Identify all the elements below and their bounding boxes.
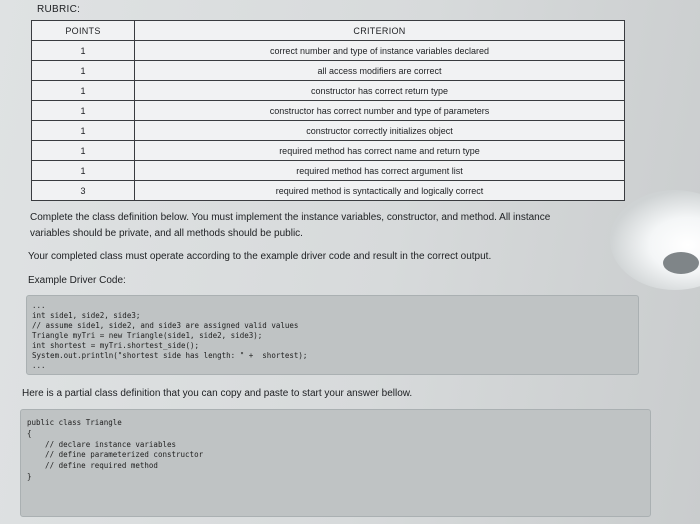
code-line: Triangle myTri = new Triangle(side1, side2, side3); xyxy=(32,331,263,340)
points-cell: 1 xyxy=(32,121,135,141)
table-row xyxy=(32,121,625,141)
criterion-cell: correct number and type of instance variables declared xyxy=(135,41,625,61)
points-header: POINTS xyxy=(32,21,135,41)
code-line: // define parameterized constructor xyxy=(27,450,204,460)
rubric-table xyxy=(31,20,625,201)
table-row xyxy=(32,181,625,201)
criterion-cell: constructor has correct number and type of parameters xyxy=(135,101,625,121)
code-line: // declare instance variables xyxy=(27,439,177,449)
points-cell: 3 xyxy=(32,181,135,201)
partial-code-block[interactable] xyxy=(20,409,651,517)
criterion-cell: required method has correct name and return type xyxy=(135,141,625,161)
table-row xyxy=(32,161,625,181)
instructions-paragraph xyxy=(30,210,630,242)
code-line: int side1, side2, side3; xyxy=(32,311,141,320)
instructions-line: variables should be private, and all methods should be public. xyxy=(30,228,303,239)
code-line: { xyxy=(27,428,32,438)
code-line: // assume side1, side2, and side3 are assigned valid values xyxy=(32,321,299,330)
code-line: public class Triangle xyxy=(27,418,122,427)
criterion-cell: constructor has correct return type xyxy=(135,81,625,101)
points-cell: 1 xyxy=(32,41,135,61)
code-line: int shortest = myTri.shortest_side(); xyxy=(32,341,200,350)
points-cell: 1 xyxy=(32,141,135,161)
output-note: Your completed class must operate according to the example driver code and result in the correct output. xyxy=(28,251,492,262)
criterion-cell: required method has correct argument list xyxy=(135,161,625,181)
table-row xyxy=(32,81,625,101)
criterion-cell: required method is syntactically and logically correct xyxy=(135,181,625,201)
criterion-header: CRITERION xyxy=(135,21,625,41)
criterion-cell: constructor correctly initializes object xyxy=(135,121,625,141)
points-cell: 1 xyxy=(32,81,135,101)
code-line: ... xyxy=(32,301,46,310)
code-line: } xyxy=(27,471,32,481)
table-row xyxy=(32,61,625,81)
glare-spot xyxy=(663,252,699,274)
criterion-cell: all access modifiers are correct xyxy=(135,61,625,81)
driver-code-block[interactable] xyxy=(26,295,639,375)
table-row xyxy=(32,141,625,161)
table-row xyxy=(32,101,625,121)
partial-definition-label: Here is a partial class definition that you can copy and paste to start your answer bellow. xyxy=(22,388,413,399)
driver-code-label: Example Driver Code: xyxy=(28,275,126,286)
code-line: System.out.println("shortest side has length: " + shortest); xyxy=(32,351,308,360)
points-cell: 1 xyxy=(32,101,135,121)
points-cell: 1 xyxy=(32,161,135,181)
code-line: // define required method xyxy=(27,461,158,471)
rubric-header-row xyxy=(32,21,625,41)
instructions-line: Complete the class definition below. You must implement the instance variables, constructor, and method. All instance xyxy=(30,212,551,223)
points-cell: 1 xyxy=(32,61,135,81)
code-line: ... xyxy=(32,361,46,370)
rubric-title: RUBRIC: xyxy=(37,4,81,15)
table-row xyxy=(32,41,625,61)
